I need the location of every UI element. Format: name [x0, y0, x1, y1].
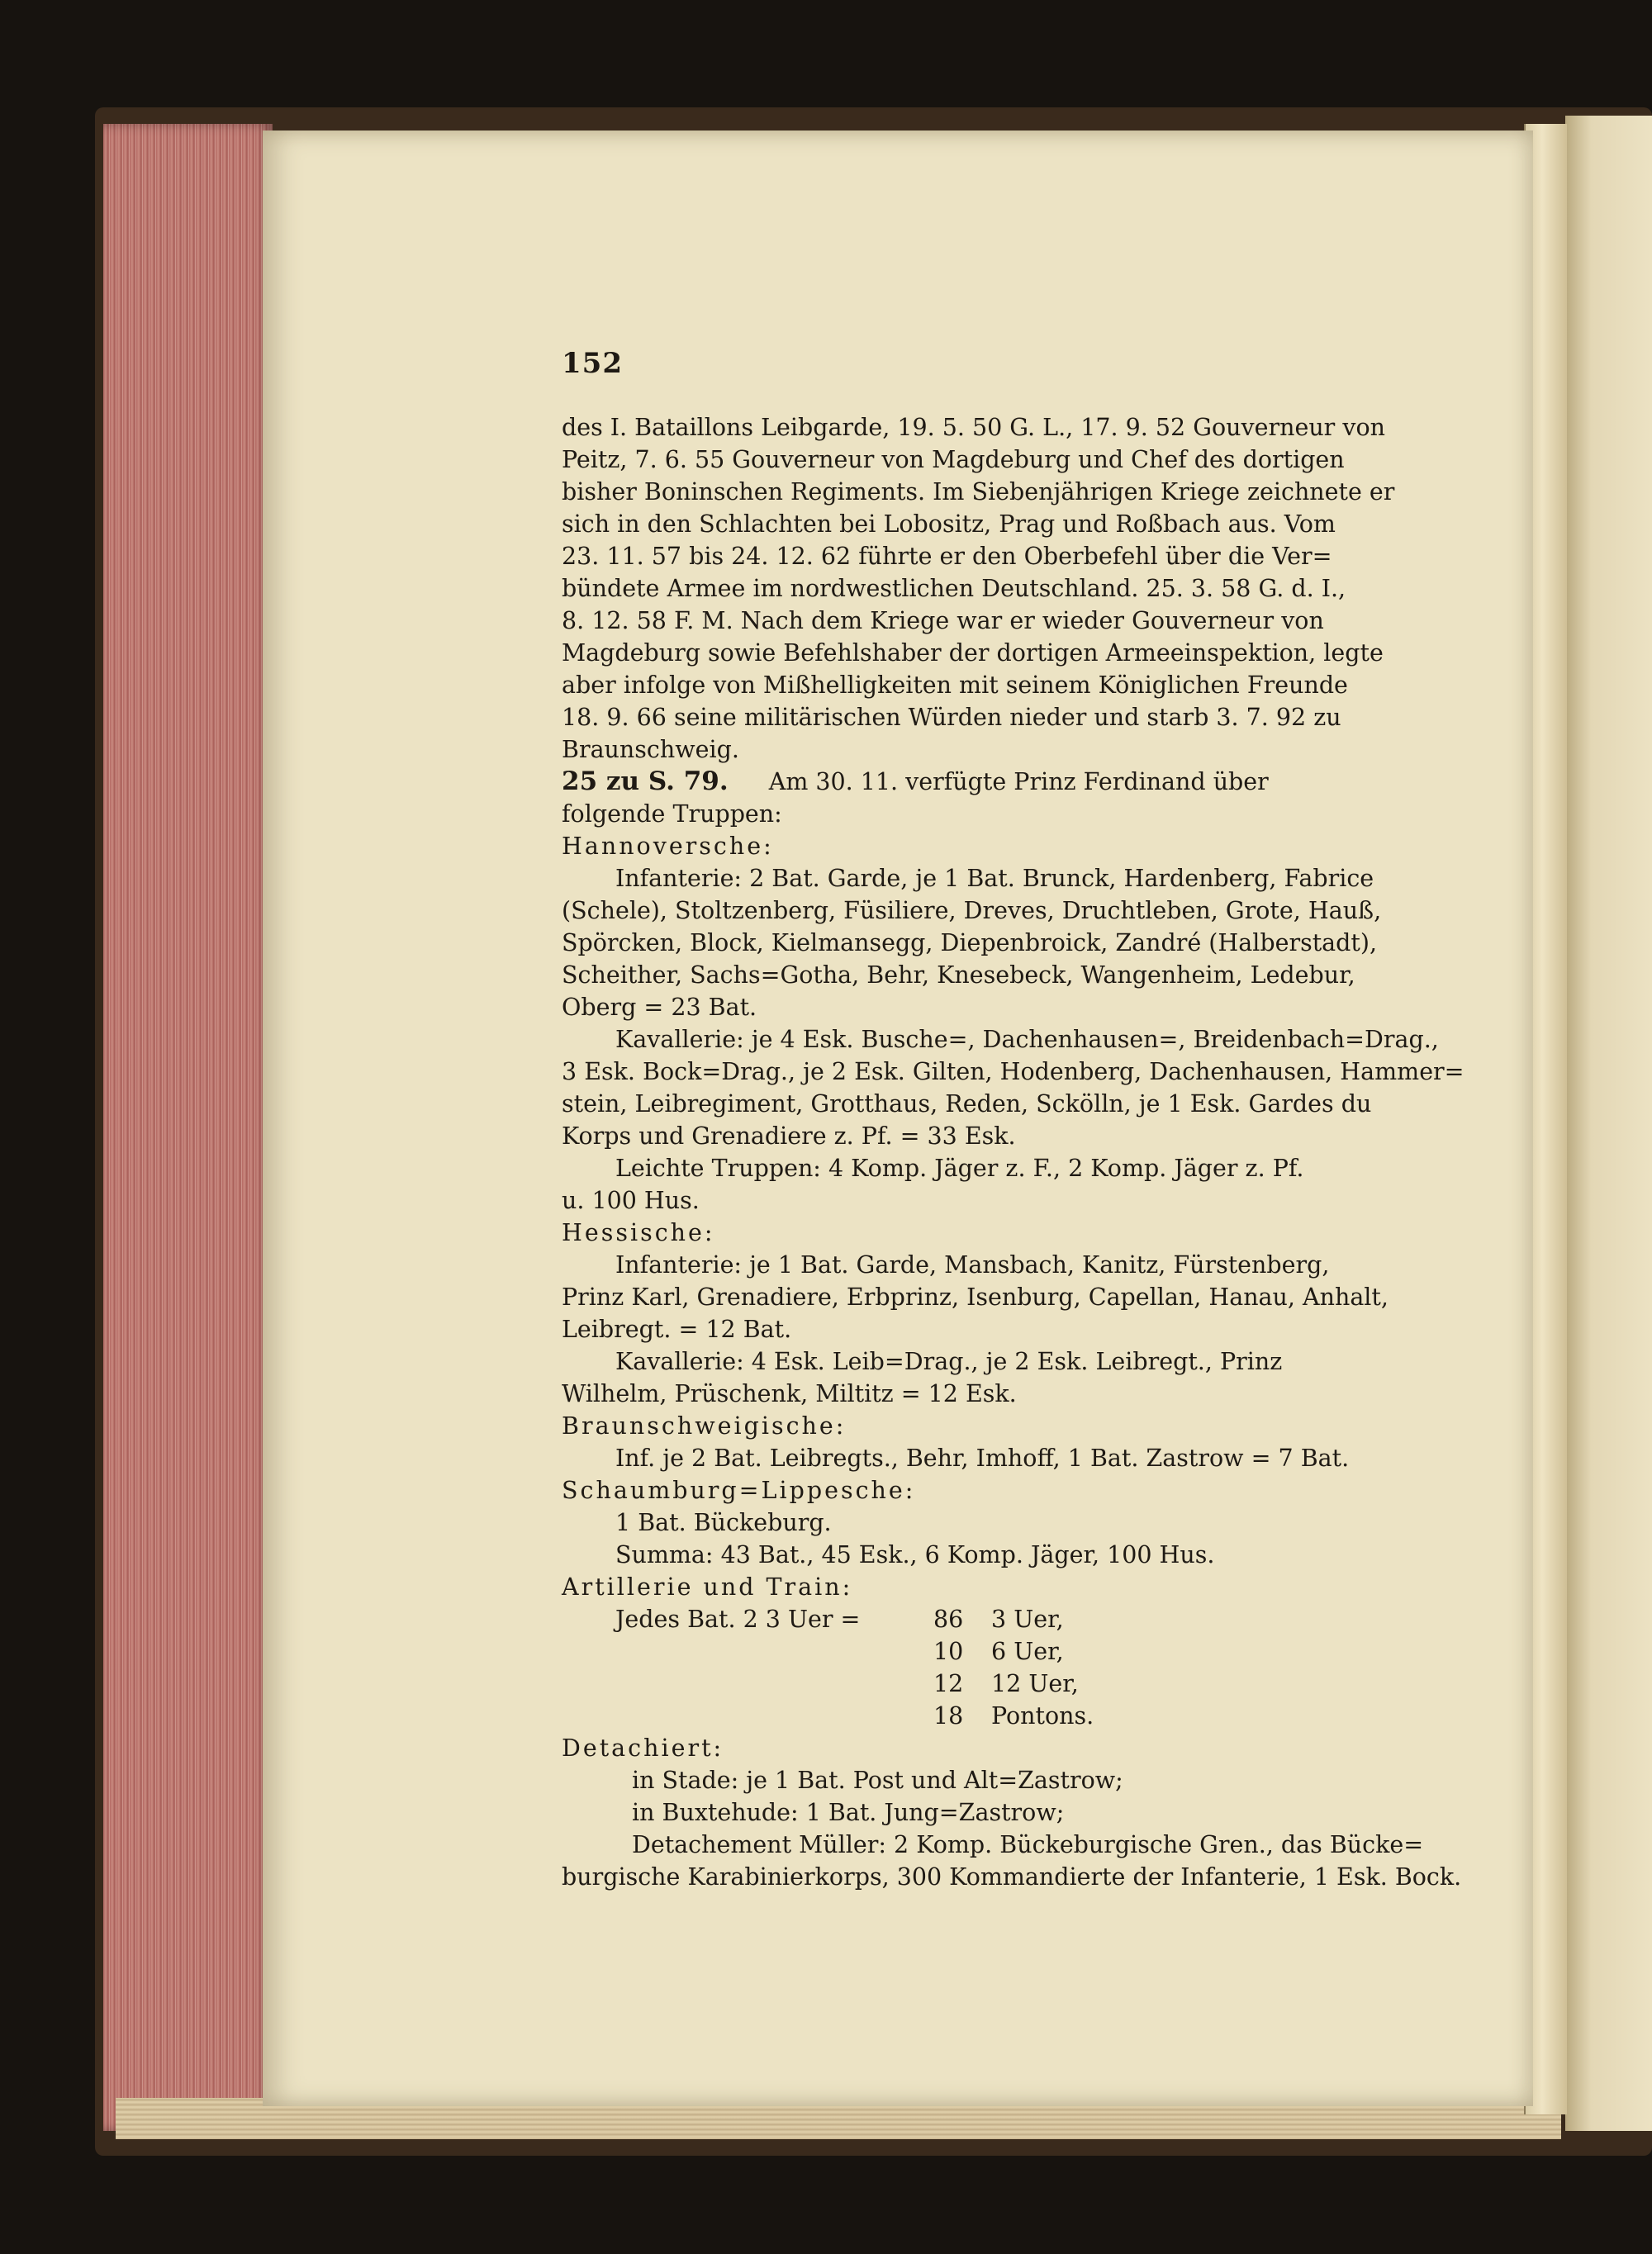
group-heading-schaumburg: Schaumburg=Lippesche:	[562, 1477, 916, 1504]
section-heading: 25 zu S. 79.	[562, 766, 729, 796]
group-heading-artillerie: Artillerie und Train:	[562, 1573, 853, 1601]
opening-paragraph	[562, 411, 1408, 766]
text-line: stein, Leibregiment, Grotthaus, Reden, Sckölln, je 1 Esk. Gardes du	[562, 1090, 1372, 1118]
text-line: 23. 11. 57 bis 24. 12. 62 führte er den Oberbefehl über die Ver=	[562, 543, 1332, 570]
train-row	[562, 1700, 1408, 1732]
text-line: des I. Bataillons Leibgarde, 19. 5. 50 G. L., 17. 9. 52 Gouverneur von	[562, 414, 1385, 441]
text-line: Magdeburg sowie Befehlshaber der dortigen Armeeinspektion, legte	[562, 639, 1384, 667]
train-desc: 12 Uer,	[991, 1670, 1079, 1697]
text-line: in Stade: je 1 Bat. Post und Alt=Zastrow;	[632, 1767, 1123, 1794]
page-edges-red	[103, 124, 273, 2131]
text-line: folgende Truppen:	[562, 800, 782, 828]
text-line: Infanterie: je 1 Bat. Garde, Mansbach, Kanitz, Fürstenberg,	[615, 1251, 1330, 1279]
text-line: 1 Bat. Bückeburg.	[615, 1509, 832, 1536]
text-line: Braunschweig.	[562, 736, 739, 763]
text-line: Infanterie: 2 Bat. Garde, je 1 Bat. Brunck, Hardenberg, Fabrice	[615, 865, 1374, 892]
train-desc: 3 Uer,	[991, 1606, 1064, 1633]
train-row	[562, 1668, 1408, 1700]
train-number: 10	[933, 1638, 964, 1665]
train-label: Jedes Bat. 2 3 Uer =	[615, 1606, 861, 1633]
text-line: Kavallerie: 4 Esk. Leib=Drag., je 2 Esk. Leibregt., Prinz	[615, 1348, 1283, 1375]
train-desc: 6 Uer,	[991, 1638, 1064, 1665]
train-number: 86	[933, 1606, 964, 1633]
section-25	[562, 766, 1464, 1893]
text-line: Leichte Truppen: 4 Komp. Jäger z. F., 2 Komp. Jäger z. Pf.	[615, 1155, 1304, 1182]
train-row	[562, 1603, 1408, 1635]
group-heading-braunschweigische: Braunschweigische:	[562, 1412, 847, 1440]
text-line: Oberg = 23 Bat.	[562, 994, 757, 1021]
text-line: Peitz, 7. 6. 55 Gouverneur von Magdeburg und Chef des dortigen	[562, 446, 1345, 473]
group-heading-hannoversche: Hannoversche:	[562, 833, 774, 860]
text-line: u. 100 Hus.	[562, 1187, 700, 1214]
text-line: Scheither, Sachs=Gotha, Behr, Knesebeck, Wangenheim, Ledebur,	[562, 961, 1355, 989]
train-desc: Pontons.	[991, 1702, 1094, 1730]
text-line: Prinz Karl, Grenadiere, Erbprinz, Isenburg, Capellan, Hanau, Anhalt,	[562, 1284, 1389, 1311]
train-number: 18	[933, 1702, 964, 1730]
next-page-edge	[1565, 116, 1652, 2131]
text-line: burgische Karabinierkorps, 300 Kommandierte der Infanterie, 1 Esk. Bock.	[562, 1863, 1462, 1891]
train-number: 12	[933, 1670, 964, 1697]
text-line: Leibregt. = 12 Bat.	[562, 1316, 792, 1343]
text-line: sich in den Schlachten bei Lobositz, Prag und Roßbach aus. Vom	[562, 510, 1336, 538]
text-line: bisher Boninschen Regiments. Im Siebenjährigen Kriege zeichnete er	[562, 478, 1395, 505]
text-line: (Schele), Stoltzenberg, Füsiliere, Dreves, Druchtleben, Grote, Hauß,	[562, 897, 1382, 924]
group-heading-hessische: Hessische:	[562, 1219, 715, 1246]
text-line: 3 Esk. Bock=Drag., je 2 Esk. Gilten, Hodenberg, Dachenhausen, Hammer=	[562, 1058, 1464, 1085]
text-line: Spörcken, Block, Kielmansegg, Diepenbroick, Zandré (Halberstadt),	[562, 929, 1378, 956]
text-line: Detachement Müller: 2 Komp. Bückeburgische Gren., das Bücke=	[632, 1831, 1424, 1858]
text-line: Korps und Grenadiere z. Pf. = 33 Esk.	[562, 1122, 1016, 1150]
page-number: 152	[562, 347, 623, 380]
group-heading-detachiert: Detachiert:	[562, 1734, 724, 1762]
text-line: Wilhelm, Prüschenk, Miltitz = 12 Esk.	[562, 1380, 1017, 1407]
section-intro: Am 30. 11. verfügte Prinz Ferdinand über	[768, 768, 1269, 795]
text-line: Inf. je 2 Bat. Leibregts., Behr, Imhoff, 1 Bat. Zastrow = 7 Bat.	[615, 1445, 1350, 1472]
text-line: aber infolge von Mißhelligkeiten mit seinem Königlichen Freunde	[562, 671, 1348, 699]
text-line: Kavallerie: je 4 Esk. Busche=, Dachenhausen=, Breidenbach=Drag.,	[615, 1026, 1439, 1053]
text-line: bündete Armee im nordwestlichen Deutschland. 25. 3. 58 G. d. I.,	[562, 575, 1346, 602]
section-heading-line	[562, 766, 1408, 798]
train-row	[562, 1635, 1408, 1668]
text-line: in Buxtehude: 1 Bat. Jung=Zastrow;	[632, 1799, 1065, 1826]
text-line: 8. 12. 58 F. M. Nach dem Kriege war er wieder Gouverneur von	[562, 607, 1324, 634]
summa-line: Summa: 43 Bat., 45 Esk., 6 Komp. Jäger, 100 Hus.	[615, 1541, 1215, 1568]
text-line: 18. 9. 66 seine militärischen Würden nieder und starb 3. 7. 92 zu	[562, 704, 1341, 731]
